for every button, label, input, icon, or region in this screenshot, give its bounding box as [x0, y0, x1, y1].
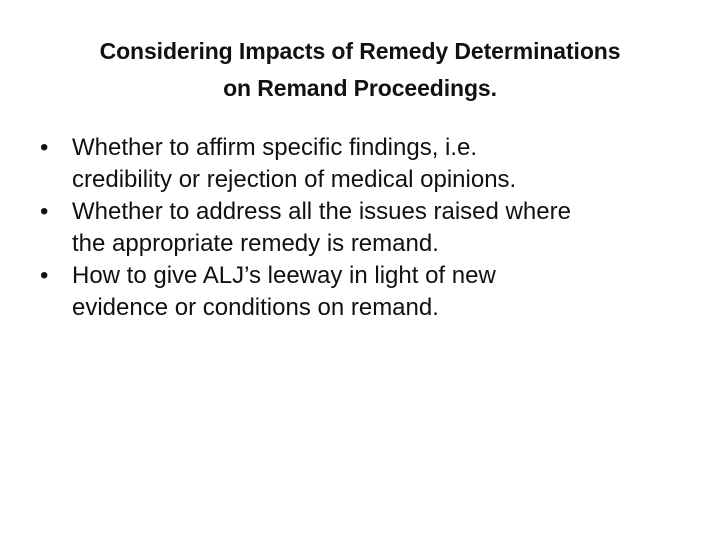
slide-title [0, 33, 720, 107]
bullet-text-line: credibility or rejection of medical opinions. [72, 166, 517, 193]
bullet-item [40, 260, 700, 324]
bullet-dot-icon: • [40, 262, 49, 289]
bullet-item [40, 196, 700, 260]
bullet-text-line: evidence or conditions on remand. [72, 294, 439, 321]
bullet-text-line: Whether to affirm specific findings, i.e. [72, 134, 478, 161]
bullet-dot-icon: • [40, 134, 49, 161]
bullet-text-line: the appropriate remedy is remand. [72, 230, 439, 257]
bullet-text-line: Whether to address all the issues raised where [72, 198, 571, 225]
bullet-text-line: How to give ALJ’s leeway in light of new [72, 262, 496, 289]
slide-title-line: Considering Impacts of Remedy Determinations [99, 38, 621, 64]
bullet-item [40, 132, 700, 196]
slide-title-line: on Remand Proceedings. [223, 75, 497, 101]
bullet-list [40, 132, 700, 324]
bullet-dot-icon: • [40, 198, 49, 225]
